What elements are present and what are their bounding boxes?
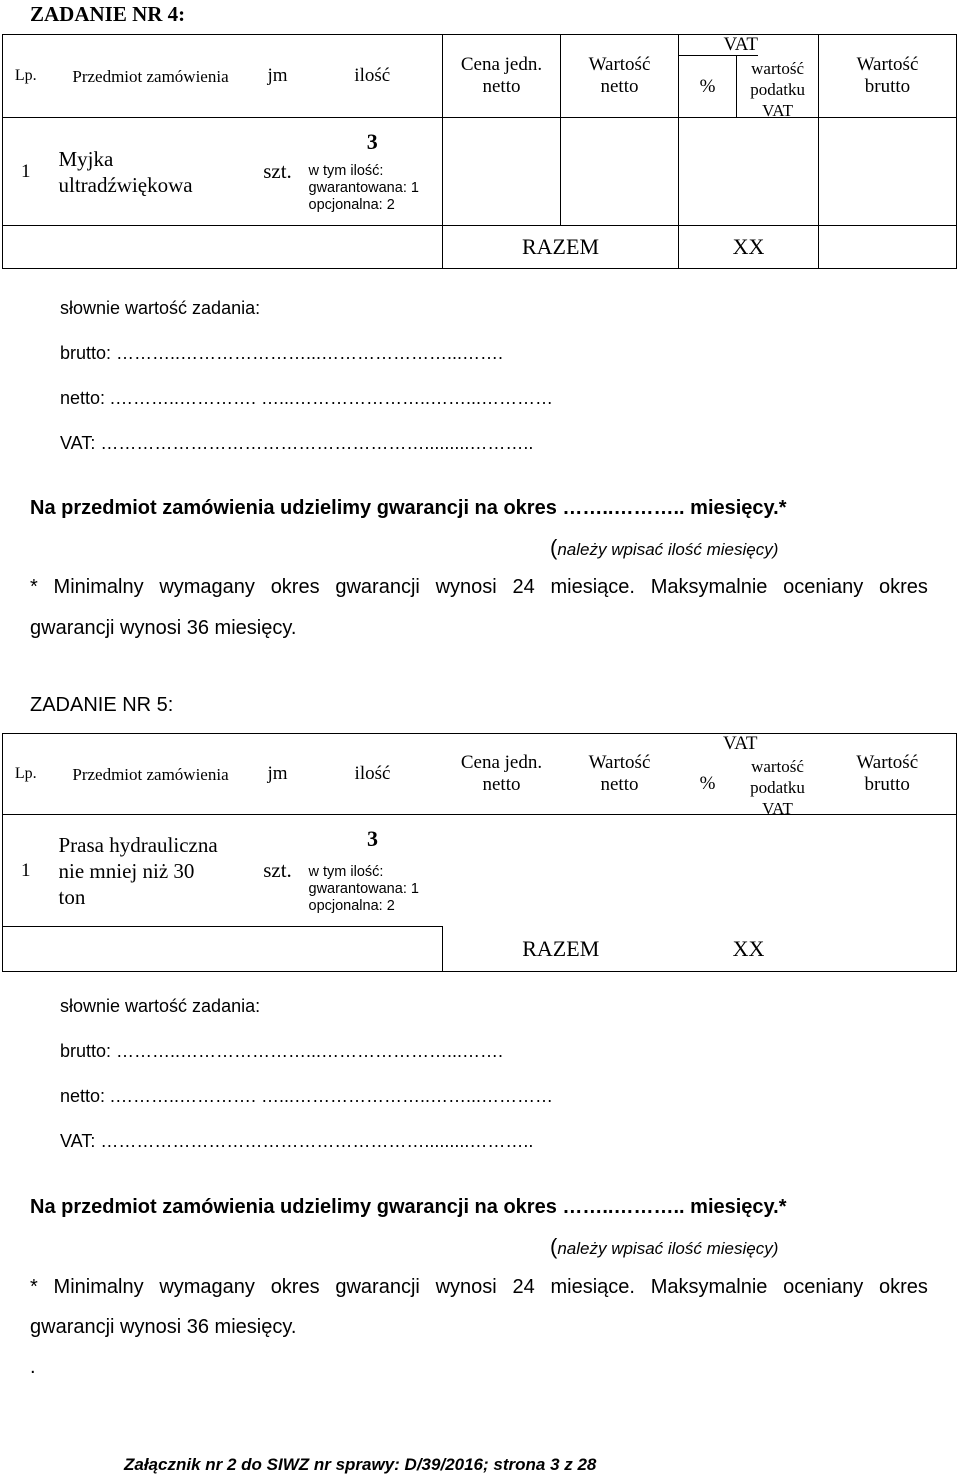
warranty-note-2: gwarancji wynosi 36 miesięcy. xyxy=(30,1316,297,1338)
words-label: słownie wartość zadania: xyxy=(60,996,261,1016)
header-net-value: Wartość netto xyxy=(561,35,679,118)
section-title: ZADANIE NR 4: xyxy=(30,2,186,26)
warranty-note: * Minimalny wymagany okres gwarancji wynosi 24 miesiące. Maksymalnie oceniany okres xyxy=(30,576,928,598)
header-qty: ilość xyxy=(303,35,443,118)
vat-line[interactable]: VAT: ……………………………………………….........……….. xyxy=(60,1131,534,1151)
header-vat-pct: % xyxy=(699,773,716,794)
total-label: RAZEM xyxy=(443,927,679,972)
header-item: Przedmiot zamówienia xyxy=(49,35,253,118)
header-unit-price: Cena jedn. netto xyxy=(443,734,561,815)
total-label: RAZEM xyxy=(443,226,679,269)
warranty-note: * Minimalny wymagany okres gwarancji wynosi 24 miesiące. Maksymalnie oceniany okres xyxy=(30,1276,928,1298)
row-jm: szt. xyxy=(253,815,303,927)
header-gross-value: Wartość brutto xyxy=(819,35,957,118)
header-vat-pct: % xyxy=(699,76,716,97)
row-vat-pct-cell[interactable] xyxy=(679,815,737,927)
netto-line[interactable]: netto: .………..…………. …...…………………..……...………… xyxy=(60,388,554,408)
row-qty: 3 w tym ilość: gwarantowana: 1 opcjonalna: 2 xyxy=(303,815,443,927)
row-net-value-cell[interactable] xyxy=(561,815,679,927)
row-item: Prasa hydrauliczna nie mniej niż 30 ton xyxy=(49,815,253,927)
header-gross-value: Wartość brutto xyxy=(819,734,957,815)
total-gross-cell[interactable] xyxy=(819,226,957,269)
row-qty: 3 w tym ilość: gwarantowana: 1 opcjonalna: 2 xyxy=(303,118,443,226)
page-footer: Załącznik nr 2 do SIWZ nr sprawy: D/39/2016; strona 3 z 28 xyxy=(124,1455,597,1474)
trailing-dot: . xyxy=(30,1356,36,1378)
warranty-line[interactable]: Na przedmiot zamówienia udzielimy gwarancji na okres ……..……….. miesięcy.* xyxy=(30,1196,787,1218)
header-lp: Lp. xyxy=(3,734,49,815)
total-xx: XX xyxy=(679,927,819,972)
header-jm: jm xyxy=(253,35,303,118)
header-qty: ilość xyxy=(303,734,443,815)
words-label: słownie wartość zadania: xyxy=(60,298,261,318)
brutto-line[interactable]: brutto: ………..…………………...…………………...……. xyxy=(60,343,504,363)
warranty-hint: (należy wpisać ilość miesięcy) xyxy=(550,535,779,560)
header-vat xyxy=(679,35,819,118)
header-vat xyxy=(679,733,819,818)
total-xx: XX xyxy=(679,226,819,269)
header-item: Przedmiot zamówienia xyxy=(49,734,253,815)
header-lp: Lp. xyxy=(3,35,49,118)
row-vat-pct-cell[interactable] xyxy=(679,118,737,226)
warranty-note-2: gwarancji wynosi 36 miesięcy. xyxy=(30,617,297,639)
header-vat-amount: wartość podatku VAT xyxy=(750,757,805,818)
row-lp: 1 xyxy=(3,815,49,927)
header-unit-price: Cena jedn. netto xyxy=(443,35,561,118)
header-vat-amount: wartość podatku VAT xyxy=(736,56,818,117)
netto-line[interactable]: netto: .………..…………. …...…………………..……...………… xyxy=(60,1086,554,1106)
warranty-hint: (należy wpisać ilość miesięcy) xyxy=(550,1234,779,1259)
row-jm: szt. xyxy=(253,118,303,226)
row-net-value-cell[interactable] xyxy=(561,118,679,226)
header-jm: jm xyxy=(253,734,303,815)
warranty-line[interactable]: Na przedmiot zamówienia udzielimy gwarancji na okres ……..……….. miesięcy.* xyxy=(30,497,787,519)
row-vat-amount-cell[interactable] xyxy=(737,815,819,927)
brutto-line[interactable]: brutto: ………..…………………...…………………...……. xyxy=(60,1041,504,1061)
order-table xyxy=(2,34,957,269)
order-table xyxy=(2,733,957,972)
section-title: ZADANIE NR 5: xyxy=(30,694,174,716)
total-gross-cell[interactable] xyxy=(819,927,957,972)
vat-line[interactable]: VAT: ……………………………………………….........……….. xyxy=(60,433,534,453)
row-unit-price-cell[interactable] xyxy=(443,118,561,226)
header-vat-title: VAT xyxy=(679,35,758,56)
totals-blank xyxy=(3,927,443,972)
row-item: Myjka ultradźwiękowa xyxy=(49,118,253,226)
row-vat-amount-cell[interactable] xyxy=(737,118,819,226)
row-unit-price-cell[interactable] xyxy=(443,815,561,927)
row-lp: 1 xyxy=(3,118,49,226)
header-vat-title: VAT xyxy=(723,733,758,754)
header-net-value: Wartość netto xyxy=(561,734,679,815)
row-gross-value-cell[interactable] xyxy=(819,815,957,927)
totals-blank xyxy=(3,226,443,269)
row-gross-value-cell[interactable] xyxy=(819,118,957,226)
